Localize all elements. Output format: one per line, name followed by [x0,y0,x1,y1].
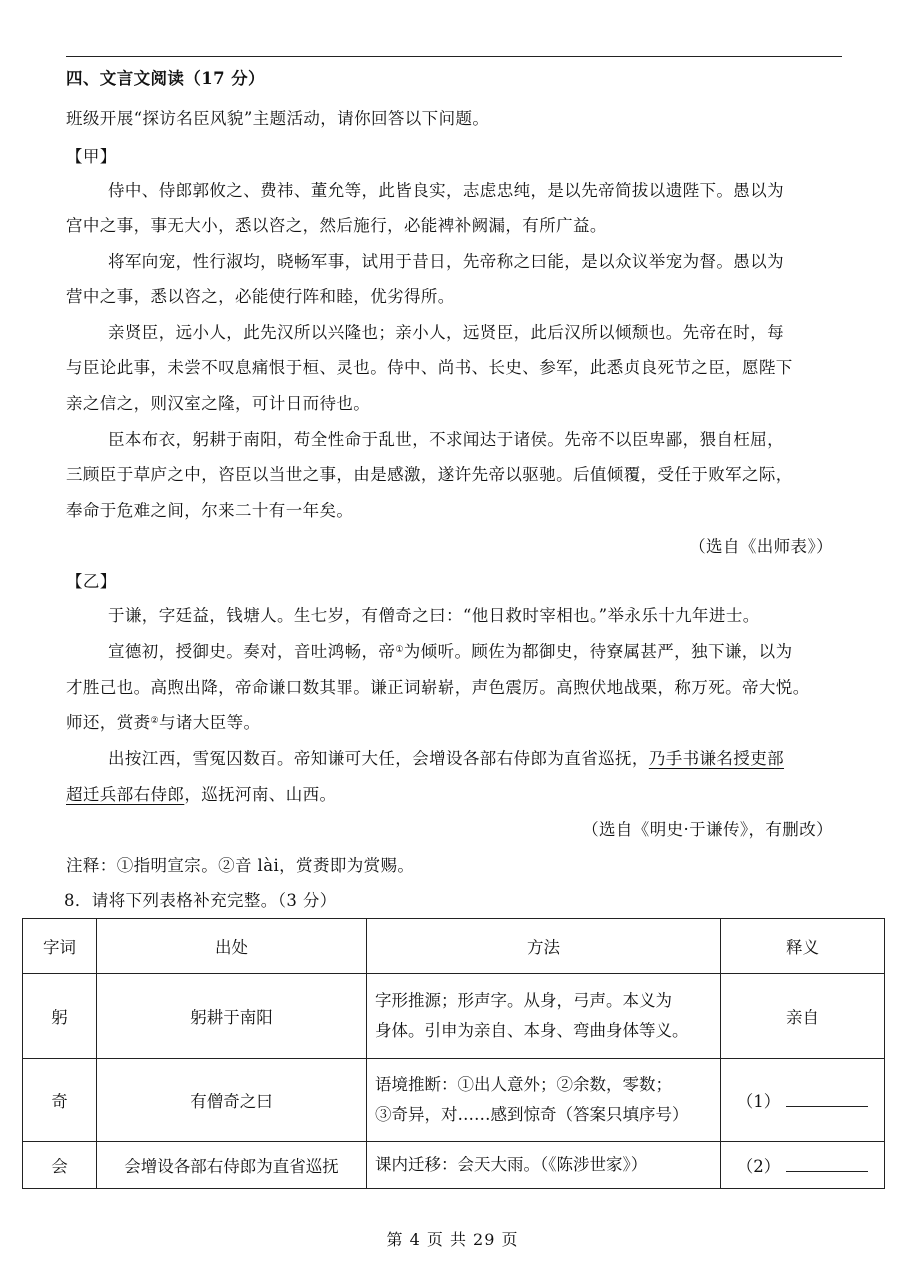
table-row [23,1142,885,1189]
table-header-cell: 字词 [23,919,97,974]
header-divider [66,56,842,57]
table-header-cell: 释义 [721,919,885,974]
footnote-marker: ① [395,645,404,655]
passage-yi-line [108,641,792,663]
word-cell: 会 [23,1142,97,1189]
method-line: 身体。引申为亲自、本身、弯曲身体等义。 [375,1021,689,1040]
source-cell: 有僧奇之曰 [97,1059,367,1142]
passage-jia-line: 亲贤臣，远小人，此先汉所以兴隆也；亲小人，远贤臣，此后汉所以倾颓也。先帝在时，每 [108,323,784,342]
method-cell [367,1142,721,1189]
passage-yi-label: 【乙】 [66,572,117,591]
underlined-sentence: 超迁兵部右侍郎 [66,785,185,804]
passage-yi-line: 才胜己也。高煦出降，帝命谦口数其罪。谦正词崭崭，声色震厉。高煦伏地战栗，称万死。帝大悦。 [66,678,810,697]
passage-jia-line: 奉命于危难之间，尔来二十有一年矣。 [66,501,354,520]
intro-text: 班级开展“探访名臣风貌”主题活动，请你回答以下问题。 [66,109,490,128]
table-row [23,974,885,1059]
passage-jia-line: 亲之信之，则汉室之隆，可计日而待也。 [66,394,371,413]
method-cell [367,974,721,1059]
answer-label: （1） [736,1092,781,1111]
page-footer: 第 4 页 共 29 页 [386,1230,519,1249]
table-row [23,1059,885,1142]
text-span: 为倾听。顾佐为都御史，待寮属甚严，独下谦，以为 [403,642,793,661]
method-line: 课内迁移：会天大雨。（《陈涉世家》） [375,1155,648,1174]
table-header-cell: 方法 [367,919,721,974]
source-cell: 会增设各部右侍郎为直省巡抚 [97,1142,367,1189]
table-header-row [23,919,885,974]
passage-jia-line: 臣本布衣，躬耕于南阳，苟全性命于乱世，不求闻达于诸侯。先帝不以臣卑鄙，猥自枉屈， [108,430,784,449]
passage-yi-source: （选自《明史·于谦传》，有删改） [582,820,833,839]
passage-yi-line: 于谦，字廷益，钱塘人。生七岁，有僧奇之曰：“他日救时宰相也。”举永乐十九年进士。 [108,606,760,625]
question-8: 8．请将下列表格补充完整。（3 分） [64,891,337,910]
text-span: ，巡抚河南、山西。 [184,785,337,804]
answer-blank[interactable] [786,1155,868,1172]
passage-jia-label: 【甲】 [66,147,117,166]
passage-jia-source: （选自《出师表》） [689,537,833,556]
text-span: 与诸大臣等。 [158,713,261,732]
annotation-notes: 注释：①指明宣宗。②音 lài，赏赉即为赏赐。 [66,856,415,875]
method-line: ③奇异，对……感到惊奇（答案只填序号） [375,1105,689,1124]
passage-jia-line: 宫中之事，事无大小，悉以咨之，然后施行，必能裨补阙漏，有所广益。 [66,216,607,235]
table-header-cell: 出处 [97,919,367,974]
method-cell [367,1059,721,1142]
passage-jia-line: 营中之事，悉以咨之，必能使行阵和睦，优劣得所。 [66,287,455,306]
passage-jia-line: 三顾臣于草庐之中，咨臣以当世之事，由是感激，遂许先帝以驱驰。后值倾覆，受任于败军之际， [66,465,793,484]
passage-yi-line [66,784,336,806]
answer-table [22,918,885,1189]
passage-yi-line [108,748,784,770]
passage-jia-line: 侍中、侍郎郭攸之、费祎、董允等，此皆良实，志虑忠纯，是以先帝简拔以遗陛下。愚以为 [108,181,784,200]
answer-blank[interactable] [786,1090,868,1107]
answer-label: （2） [736,1157,781,1176]
word-cell: 躬 [23,974,97,1059]
passage-jia-line: 与臣论此事，未尝不叹息痛恨于桓、灵也。侍中、尚书、长史、参军，此悉贞良死节之臣，愿陛下 [66,358,793,377]
word-cell: 奇 [23,1059,97,1142]
underlined-sentence: 乃手书谦名授吏部 [648,749,785,768]
method-line: 语境推断：①出人意外；②余数，零数； [375,1075,672,1094]
text-span: 宣德初，授御史。奏对，音吐鸿畅，帝 [108,642,396,661]
meaning-cell [721,1142,885,1189]
passage-jia-line: 将军向宠，性行淑均，晓畅军事，试用于昔日，先帝称之曰能，是以众议举宠为督。愚以为 [108,252,784,271]
section-title: 四、文言文阅读（17 分） [66,69,265,88]
footnote-marker: ② [150,716,159,726]
passage-yi-line [66,712,260,734]
text-span: 师还，赏赉 [66,713,151,732]
text-span: 出按江西，雪冤囚数百。帝知谦可大任，会增设各部右侍郎为直省巡抚， [108,749,649,768]
meaning-cell: 亲自 [721,974,885,1059]
method-line: 字形推源；形声字。从身，弓声。本义为 [375,991,672,1010]
meaning-cell [721,1059,885,1142]
source-cell: 躬耕于南阳 [97,974,367,1059]
